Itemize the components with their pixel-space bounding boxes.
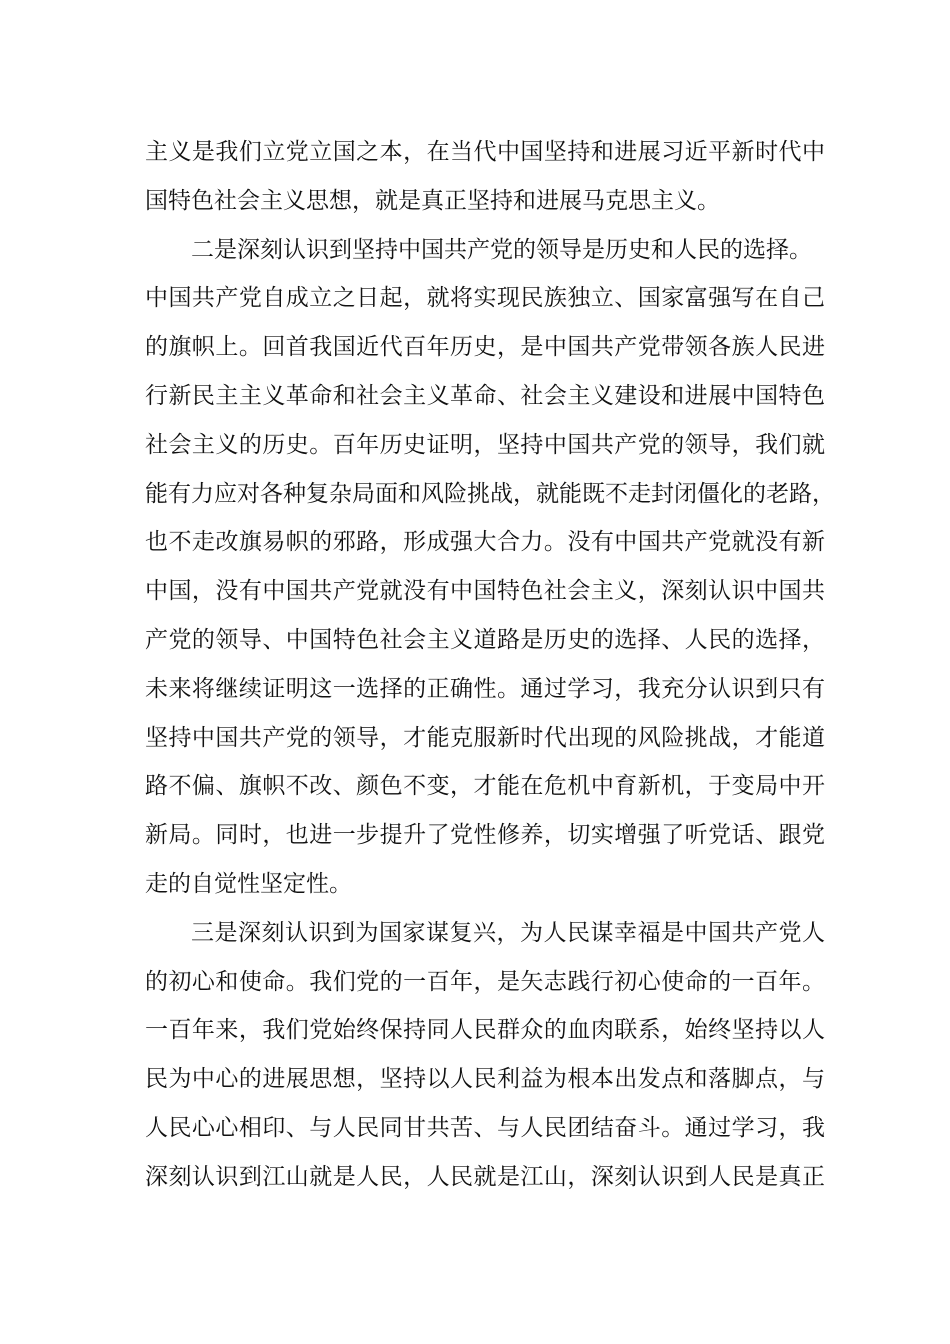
text-line: 的初心和使命。我们党的一百年，是矢志践行初心使命的一百年。 <box>145 968 825 995</box>
text-line: 三是深刻认识到为国家谋复兴，为人民谋幸福是中国共产党人 <box>191 919 825 946</box>
text-line: 产党的领导、中国特色社会主义道路是历史的选择、人民的选择， <box>145 626 825 653</box>
text-line: 坚持中国共产党的领导，才能克服新时代出现的风险挑战，才能道 <box>145 724 825 751</box>
text-line: 人民心心相印、与人民同甘共苦、与人民团结奋斗。通过学习，我 <box>145 1114 825 1141</box>
text-line: 一百年来，我们党始终保持同人民群众的血肉联系，始终坚持以人 <box>145 1017 825 1044</box>
text-line: 新局。同时，也进一步提升了党性修养，切实增强了听党话、跟党 <box>145 822 825 849</box>
document-body <box>145 128 835 1202</box>
paragraph-3 <box>145 909 825 1202</box>
text-line: 主义是我们立党立国之本，在当代中国坚持和进展习近平新时代中 <box>145 139 825 165</box>
text-line: 行新民主主义革命和社会主义革命、社会主义建设和进展中国特色 <box>145 382 825 409</box>
text-line: 中国共产党自成立之日起，就将实现民族独立、国家富强写在自己 <box>145 285 825 312</box>
text-line: 国特色社会主义思想，就是真正坚持和进展马克思主义。 <box>145 187 720 214</box>
text-line: 路不偏、旗帜不改、颜色不变，才能在危机中育新机，于变局中开 <box>145 773 825 800</box>
text-line: 能有力应对各种复杂局面和风险挑战，就能既不走封闭僵化的老路， <box>145 480 835 507</box>
text-line: 民为中心的进展思想，坚持以人民利益为根本出发点和落脚点，与 <box>145 1066 825 1093</box>
text-line: 二是深刻认识到坚持中国共产党的领导是历史和人民的选择。 <box>191 236 812 263</box>
text-line: 也不走改旗易帜的邪路，形成强大合力。没有中国共产党就没有新 <box>145 529 825 556</box>
text-line: 中国，没有中国共产党就没有中国特色社会主义，深刻认识中国共 <box>145 578 825 605</box>
text-line: 未来将继续证明这一选择的正确性。通过学习，我充分认识到只有 <box>145 675 825 702</box>
text-line: 的旗帜上。回首我国近代百年历史，是中国共产党带领各族人民进 <box>145 334 825 361</box>
text-line: 社会主义的历史。百年历史证明，坚持中国共产党的领导，我们就 <box>145 431 825 458</box>
paragraph-2 <box>145 226 835 909</box>
text-line: 深刻认识到江山就是人民，人民就是江山，深刻认识到人民是真正 <box>145 1163 825 1190</box>
text-line: 走的自觉性坚定性。 <box>145 870 352 897</box>
paragraph-1 <box>145 128 825 226</box>
